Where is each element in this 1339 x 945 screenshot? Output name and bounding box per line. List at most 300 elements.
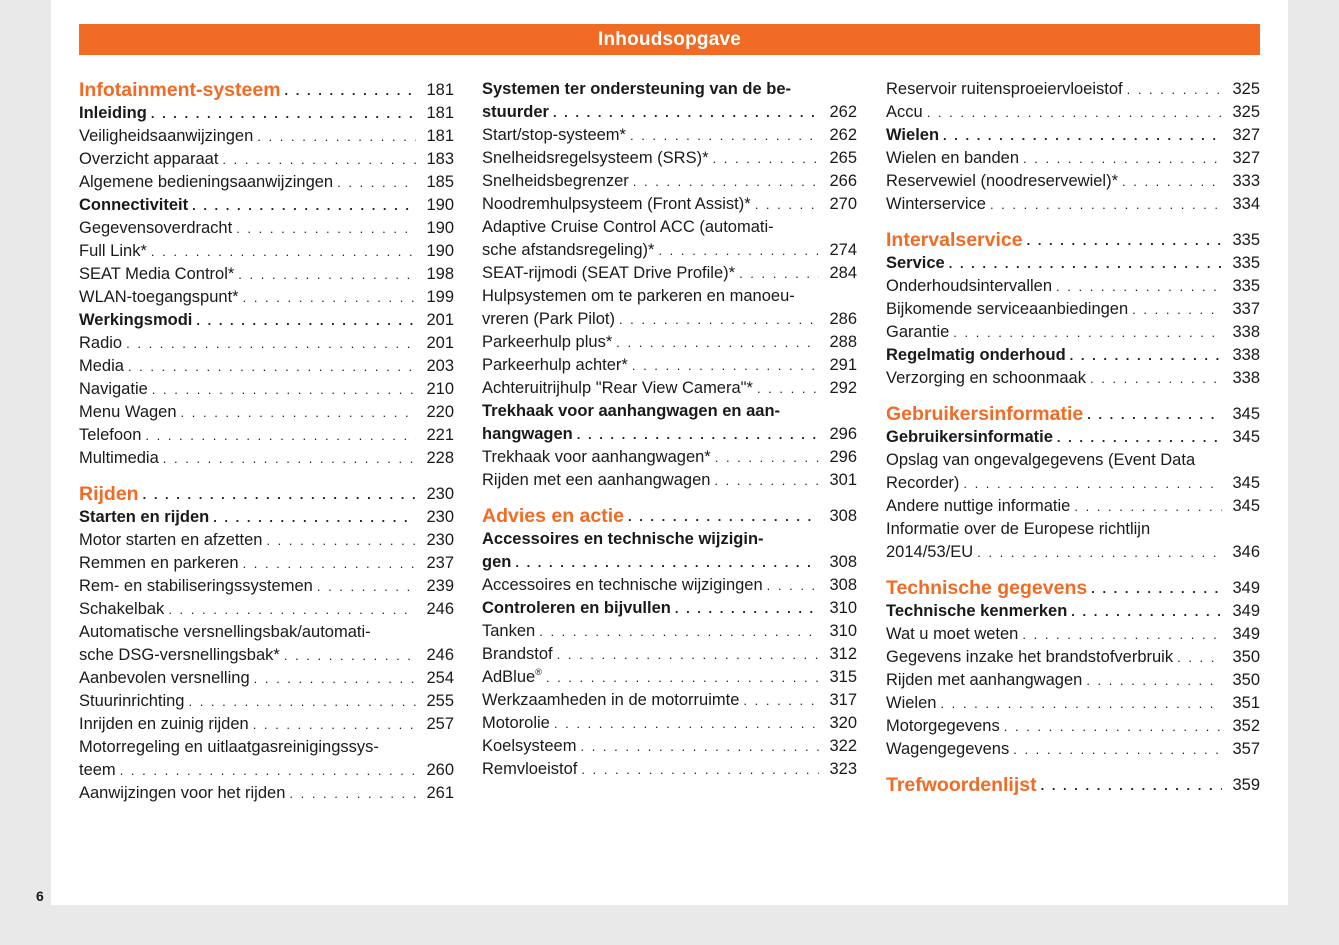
toc-entry-title	[886, 124, 939, 147]
dot-leader	[977, 541, 1222, 564]
toc-entry-title	[886, 275, 1052, 298]
toc-entry-title	[886, 669, 1082, 692]
toc-entry-text: Gebruikersinformatie	[886, 403, 1084, 425]
dot-leader	[1071, 600, 1222, 623]
page-number: 6	[36, 888, 44, 904]
toc-entry-text: Aanwijzingen voor het rijden	[79, 784, 286, 802]
dot-leader	[963, 472, 1222, 495]
toc-page-number: 350	[1232, 648, 1260, 666]
toc-entry-title	[482, 574, 763, 597]
toc-entry-text: Reservoir ruitensproeiervloeistof	[886, 80, 1123, 98]
toc-entry-title	[79, 575, 313, 598]
toc-entry[interactable]	[79, 263, 454, 286]
toc-entry[interactable]	[79, 782, 454, 805]
toc-entry-title-line: Accessoires en technische wijzigin-	[482, 530, 764, 548]
toc-entry-title	[482, 712, 550, 735]
toc-page-number: 338	[1232, 323, 1260, 341]
dot-leader	[546, 666, 819, 689]
toc-entry-text: Technische kenmerken	[886, 602, 1068, 620]
dot-leader	[553, 101, 819, 124]
dot-leader	[715, 446, 819, 469]
toc-page-number: 181	[426, 127, 454, 145]
dot-leader	[1056, 275, 1222, 298]
toc-page-number: 308	[829, 553, 857, 571]
toc-entry[interactable]	[482, 712, 857, 735]
toc-entry[interactable]	[482, 666, 857, 689]
dot-leader	[284, 644, 416, 667]
toc-entry[interactable]	[79, 667, 454, 690]
toc-entry[interactable]	[482, 285, 857, 331]
toc-entry-text: Koelsysteem	[482, 737, 577, 755]
toc-entry[interactable]	[482, 574, 857, 597]
toc-page-number: 288	[829, 333, 857, 351]
toc-entry-title-line: Opslag van ongevalgegevens (Event Data	[886, 451, 1196, 469]
toc-entry[interactable]	[79, 286, 454, 309]
toc-entry-last-line[interactable]	[886, 472, 1260, 495]
dot-leader	[317, 575, 416, 598]
toc-entry-text: Technische gegevens	[886, 577, 1088, 599]
toc-entry-last-line[interactable]	[79, 759, 454, 782]
dot-leader	[739, 262, 819, 285]
toc-entry-title	[79, 378, 148, 401]
toc-entry-title	[886, 101, 923, 124]
toc-entry-text: Media	[79, 357, 124, 375]
toc-entry-text: Wat u moet weten	[886, 625, 1019, 643]
toc-page-number: 317	[829, 691, 857, 709]
toc-entry-title	[79, 598, 164, 621]
toc-entry[interactable]	[482, 620, 857, 643]
toc-entry-text: hangwagen	[482, 425, 573, 443]
toc-entry-text: Accu	[886, 103, 923, 121]
dot-leader	[181, 401, 416, 424]
toc-entry[interactable]	[886, 495, 1260, 518]
toc-entry-text: Menu Wagen	[79, 403, 177, 421]
toc-entry[interactable]	[79, 355, 454, 378]
toc-entry[interactable]	[79, 552, 454, 575]
toc-entry-title-line: Trekhaak voor aanhangwagen en aan-	[482, 402, 781, 420]
toc-entry-text: Parkeerhulp achter*	[482, 356, 628, 374]
toc-entry[interactable]	[79, 575, 454, 598]
toc-entry-text: AdBlue	[482, 668, 536, 686]
toc-section[interactable]	[886, 252, 1260, 275]
toc-entry-title-line: Systemen ter ondersteuning van de be-	[482, 80, 791, 98]
toc-page-number: 322	[829, 737, 857, 755]
toc-entry-text: sche afstandsregeling)*	[482, 241, 655, 259]
toc-entry[interactable]	[79, 171, 454, 194]
toc-entry-text: Recorder)	[886, 474, 960, 492]
dot-leader	[1086, 669, 1222, 692]
toc-entry[interactable]	[886, 692, 1260, 715]
toc-chapter[interactable]	[482, 504, 857, 528]
toc-entry[interactable]	[79, 125, 454, 148]
dot-leader	[949, 252, 1222, 275]
toc-page-number: 351	[1232, 694, 1260, 712]
dot-leader	[1041, 774, 1222, 797]
toc-page-number: 327	[1232, 149, 1260, 167]
toc-entry-text: Brandstof	[482, 645, 553, 663]
toc-entry-title	[482, 331, 612, 354]
toc-entry-title	[886, 472, 959, 495]
toc-page-number: 345	[1232, 474, 1260, 492]
toc-entry[interactable]	[482, 124, 857, 147]
toc-entry-title	[886, 646, 1173, 669]
toc-page-number: 323	[829, 760, 857, 778]
toc-section[interactable]	[79, 194, 454, 217]
dot-leader	[337, 171, 416, 194]
toc-chapter[interactable]	[886, 773, 1260, 797]
toc-entry[interactable]	[79, 148, 454, 171]
toc-page-number: 239	[426, 577, 454, 595]
toc-entry-text: Trekhaak voor aanhangwagen*	[482, 448, 711, 466]
dot-leader	[1090, 367, 1222, 390]
toc-entry[interactable]	[886, 715, 1260, 738]
toc-page-number: 237	[426, 554, 454, 572]
dot-leader	[767, 574, 819, 597]
toc-page-number: 296	[829, 425, 857, 443]
toc-entry[interactable]	[482, 689, 857, 712]
dot-leader	[238, 263, 416, 286]
toc-entry-title	[886, 252, 945, 275]
toc-entry-text: Advies en actie	[482, 505, 624, 527]
toc-entry-text: teem	[79, 761, 116, 779]
toc-entry-title-line: Adaptive Cruise Control ACC (automati-	[482, 218, 774, 236]
dot-leader	[743, 689, 819, 712]
toc-entry[interactable]	[79, 736, 454, 782]
toc-page-number: 335	[1232, 277, 1260, 295]
toc-entry-text: Wagengegevens	[886, 740, 1010, 758]
toc-entry[interactable]	[482, 147, 857, 170]
toc-entry-text: Rijden met een aanhangwagen	[482, 471, 711, 489]
toc-entry[interactable]	[886, 623, 1260, 646]
toc-entry-text: Remvloeistof	[482, 760, 578, 778]
toc-page-number: 230	[426, 485, 454, 503]
toc-page-number: 349	[1232, 625, 1260, 643]
toc-section[interactable]	[482, 400, 857, 446]
toc-entry-text: Veiligheidsaanwijzingen	[79, 127, 254, 145]
toc-section[interactable]	[79, 506, 454, 529]
toc-entry[interactable]	[79, 424, 454, 447]
toc-entry-title	[482, 239, 654, 262]
toc-entry-text: Andere nuttige informatie	[886, 497, 1071, 515]
toc-page-number: 327	[1232, 126, 1260, 144]
dot-leader	[577, 423, 819, 446]
toc-entry[interactable]	[79, 621, 454, 667]
toc-entry[interactable]	[886, 78, 1260, 101]
toc-page-number: 338	[1232, 346, 1260, 364]
toc-section[interactable]	[79, 102, 454, 125]
toc-entry-title	[482, 504, 624, 528]
dot-leader	[633, 170, 819, 193]
toc-page-number: 181	[426, 81, 454, 99]
toc-entry-title	[886, 367, 1086, 390]
dot-leader	[143, 483, 416, 506]
dot-leader	[713, 147, 819, 170]
toc-page-number: 296	[829, 448, 857, 466]
toc-entry[interactable]	[79, 598, 454, 621]
toc-chapter[interactable]	[79, 482, 454, 506]
toc-entry-title	[79, 171, 333, 194]
toc-entry-text: Regelmatig onderhoud	[886, 346, 1066, 364]
toc-entry-text: Starten en rijden	[79, 508, 210, 526]
dot-leader	[515, 551, 819, 574]
toc-entry[interactable]	[886, 449, 1260, 495]
toc-entry-title	[482, 735, 576, 758]
toc-entry[interactable]	[79, 713, 454, 736]
toc-chapter[interactable]	[886, 402, 1260, 426]
toc-entry-title	[79, 667, 250, 690]
toc-entry-text: Rem- en stabiliseringssystemen	[79, 577, 313, 595]
toc-entry-last-line[interactable]	[482, 101, 857, 124]
page-title: Inhoudsopgave	[79, 24, 1260, 55]
toc-entry-title	[482, 643, 553, 666]
toc-entry-text: Motor starten en afzetten	[79, 531, 263, 549]
toc-entry-title	[79, 309, 192, 332]
toc-entry[interactable]	[886, 669, 1260, 692]
dot-leader	[658, 239, 819, 262]
toc-entry-text: Achteruitrijhulp "Rear View Camera"*	[482, 379, 753, 397]
toc-entry[interactable]	[482, 331, 857, 354]
toc-entry[interactable]	[482, 446, 857, 469]
toc-entry[interactable]	[886, 738, 1260, 761]
toc-entry-text: Rijden met aanhangwagen	[886, 671, 1083, 689]
toc-entry-title	[886, 576, 1087, 600]
toc-chapter[interactable]	[886, 228, 1260, 252]
toc-entry-last-line[interactable]	[482, 423, 857, 446]
toc-entry-title	[482, 262, 735, 285]
toc-page-number: 260	[426, 761, 454, 779]
toc-entry[interactable]	[482, 262, 857, 285]
toc-entry-title	[482, 423, 573, 446]
toc-entry-text: Werkingsmodi	[79, 311, 193, 329]
toc-section[interactable]	[886, 344, 1260, 367]
toc-entry[interactable]	[886, 147, 1260, 170]
toc-entry[interactable]	[79, 401, 454, 424]
toc-entry-title	[482, 147, 709, 170]
toc-section[interactable]	[482, 528, 857, 574]
toc-page-number: 262	[829, 126, 857, 144]
toc-section[interactable]	[482, 78, 857, 124]
toc-entry[interactable]	[482, 469, 857, 492]
toc-entry-title	[886, 170, 1118, 193]
toc-entry-text: Wielen	[886, 126, 940, 144]
toc-entry-title	[886, 78, 1123, 101]
dot-leader	[192, 194, 416, 217]
toc-page-number: 257	[426, 715, 454, 733]
toc-page-number: 312	[829, 645, 857, 663]
toc-section[interactable]	[482, 597, 857, 620]
toc-entry-text: gen	[482, 553, 512, 571]
toc-entry[interactable]	[79, 529, 454, 552]
toc-page-number: 190	[426, 196, 454, 214]
toc-entry-title	[482, 597, 671, 620]
toc-entry-text: Controleren en bijvullen	[482, 599, 671, 617]
toc-entry[interactable]	[886, 321, 1260, 344]
dot-leader	[940, 692, 1222, 715]
toc-page-number: 220	[426, 403, 454, 421]
dot-leader	[1122, 170, 1222, 193]
toc-page-number: 345	[1232, 497, 1260, 515]
toc-entry-text: Reservewiel (noodreservewiel)*	[886, 172, 1119, 190]
toc-entry-text: stuurder	[482, 103, 549, 121]
toc-page-number: 349	[1232, 579, 1260, 597]
toc-page-number: 308	[829, 576, 857, 594]
toc-entry[interactable]	[482, 643, 857, 666]
dot-leader	[539, 620, 819, 643]
toc-entry-title	[482, 666, 542, 689]
toc-entry-title-line: Informatie over de Europese richtlijn	[886, 520, 1151, 538]
toc-entry[interactable]	[79, 447, 454, 470]
toc-page-number: 201	[426, 334, 454, 352]
toc-page-number: 301	[829, 471, 857, 489]
toc-page-number: 292	[829, 379, 857, 397]
dot-leader	[557, 643, 819, 666]
toc-entry-title	[886, 344, 1066, 367]
toc-section[interactable]	[886, 124, 1260, 147]
toc-entry-text: WLAN-toegangspunt*	[79, 288, 239, 306]
toc-entry[interactable]	[79, 378, 454, 401]
dot-leader	[1127, 78, 1222, 101]
dot-leader	[243, 286, 416, 309]
dot-leader	[120, 759, 416, 782]
toc-entry-text: Gegevensoverdracht	[79, 219, 233, 237]
toc-entry-title	[886, 715, 1000, 738]
toc-entry-text: Winterservice	[886, 195, 986, 213]
toc-entry[interactable]	[482, 377, 857, 400]
dot-leader	[222, 148, 416, 171]
toc-entry[interactable]	[886, 298, 1260, 321]
toc-column-1	[79, 78, 454, 805]
toc-entry-title	[79, 447, 159, 470]
toc-page-number: 254	[426, 669, 454, 687]
toc-entry-text: Werkzaamheden in de motorruimte	[482, 691, 740, 709]
toc-entry-title	[79, 759, 116, 782]
toc-entry[interactable]	[482, 354, 857, 377]
toc-entry[interactable]	[79, 332, 454, 355]
toc-entry-title	[886, 600, 1067, 623]
toc-entry[interactable]	[79, 240, 454, 263]
dot-leader	[168, 598, 416, 621]
toc-entry-title	[79, 506, 209, 529]
dot-leader	[632, 354, 819, 377]
toc-entry-title	[886, 495, 1070, 518]
toc-entry[interactable]	[886, 367, 1260, 390]
toc-entry-title	[482, 377, 753, 400]
toc-entry-text: Radio	[79, 334, 123, 352]
toc-section[interactable]	[886, 426, 1260, 449]
toc-page-number: 265	[829, 149, 857, 167]
toc-entry[interactable]	[79, 690, 454, 713]
dot-leader	[953, 321, 1222, 344]
toc-entry-last-line[interactable]	[79, 644, 454, 667]
toc-entry-title	[482, 170, 629, 193]
dot-leader	[188, 690, 416, 713]
toc-entry-title	[482, 758, 577, 781]
toc-section[interactable]	[886, 600, 1260, 623]
toc-page-number: 308	[829, 507, 857, 525]
toc-page-number: 310	[829, 622, 857, 640]
toc-entry-last-line[interactable]	[482, 239, 857, 262]
toc-entry[interactable]	[482, 216, 857, 262]
toc-entry-last-line[interactable]	[482, 308, 857, 331]
toc-entry-title	[79, 401, 177, 424]
toc-entry[interactable]	[79, 217, 454, 240]
toc-entry[interactable]	[886, 101, 1260, 124]
toc-entry-title	[79, 78, 281, 102]
dot-leader	[266, 529, 416, 552]
toc-entry[interactable]	[482, 735, 857, 758]
toc-entry-text: Full Link*	[79, 242, 147, 260]
toc-chapter[interactable]	[79, 78, 454, 102]
dot-leader	[145, 424, 416, 447]
toc-entry-text: SEAT Media Control*	[79, 265, 235, 283]
toc-entry[interactable]	[482, 193, 857, 216]
dot-leader	[128, 355, 416, 378]
toc-page-number: 261	[426, 784, 454, 802]
toc-entry[interactable]	[886, 170, 1260, 193]
toc-page-number: 210	[426, 380, 454, 398]
toc-section[interactable]	[79, 309, 454, 332]
toc-page-number: 335	[1232, 254, 1260, 272]
toc-entry-title	[79, 332, 122, 355]
toc-entry-text: Gebruikersinformatie	[886, 428, 1053, 446]
toc-entry-title	[886, 321, 949, 344]
dot-leader	[1074, 495, 1222, 518]
toc-page-number: 262	[829, 103, 857, 121]
toc-chapter[interactable]	[886, 576, 1260, 600]
toc-page-number: 350	[1232, 671, 1260, 689]
dot-leader	[1057, 426, 1222, 449]
toc-entry-title	[886, 402, 1083, 426]
toc-page-number: 291	[829, 356, 857, 374]
toc-entry-text: Wielen	[886, 694, 937, 712]
dot-leader	[757, 377, 819, 400]
toc-entry-text: Onderhoudsintervallen	[886, 277, 1053, 295]
toc-entry-title	[886, 738, 1009, 761]
toc-entry[interactable]	[482, 758, 857, 781]
dot-leader	[675, 597, 819, 620]
dot-leader	[1070, 344, 1222, 367]
toc-entry-title	[79, 424, 141, 447]
dot-leader	[755, 193, 819, 216]
dot-leader	[1132, 298, 1222, 321]
toc-entry-text: Rijden	[79, 483, 139, 505]
dot-leader	[213, 506, 416, 529]
toc-entry-title	[482, 101, 549, 124]
toc-page-number: 181	[426, 104, 454, 122]
dot-leader	[990, 193, 1222, 216]
dot-leader	[619, 308, 819, 331]
toc-column-2	[482, 78, 857, 781]
toc-entry-text: Multimedia	[79, 449, 159, 467]
dot-leader	[1013, 738, 1222, 761]
toc-page-number: 325	[1232, 103, 1260, 121]
toc-entry-text: Service	[886, 254, 945, 272]
dot-leader	[580, 735, 819, 758]
toc-entry[interactable]	[482, 170, 857, 193]
dot-leader	[1177, 646, 1222, 669]
toc-entry-title	[886, 426, 1053, 449]
toc-entry[interactable]	[886, 646, 1260, 669]
toc-page-number: 228	[426, 449, 454, 467]
toc-entry-last-line[interactable]	[886, 541, 1260, 564]
toc-entry-last-line[interactable]	[482, 551, 857, 574]
dot-leader	[257, 125, 416, 148]
toc-entry[interactable]	[886, 275, 1260, 298]
dot-leader	[1087, 403, 1222, 426]
toc-entry[interactable]	[886, 518, 1260, 564]
toc-page-number: 333	[1232, 172, 1260, 190]
toc-entry[interactable]	[886, 193, 1260, 216]
